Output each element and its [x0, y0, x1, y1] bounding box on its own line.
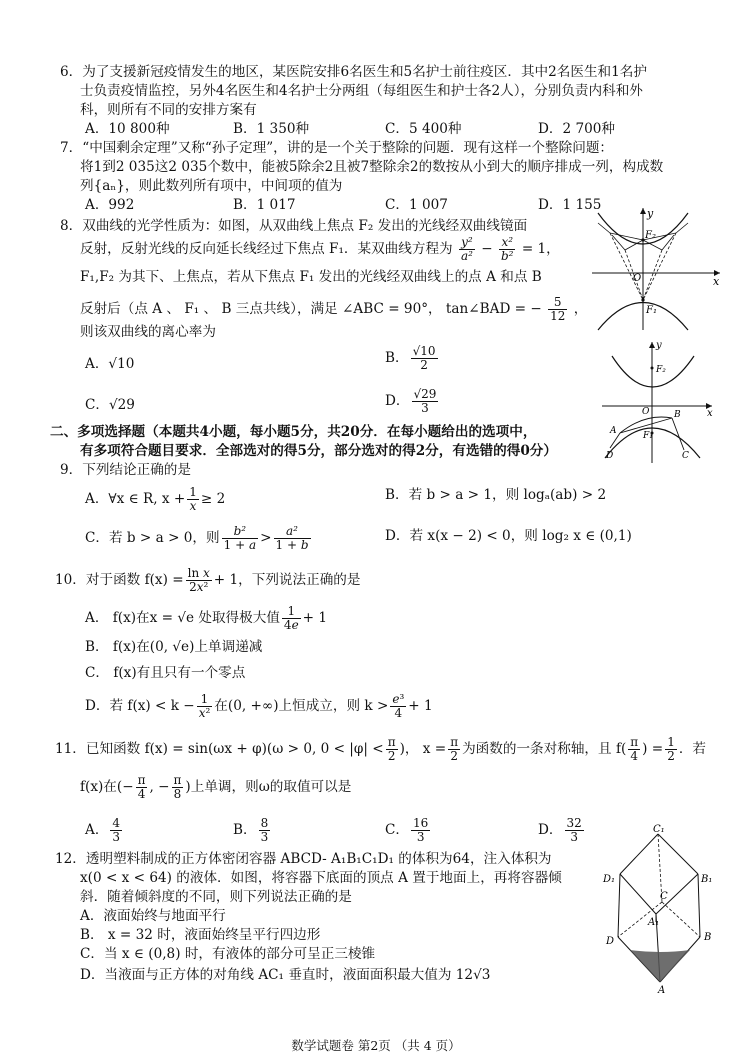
q11-option-c: C． $\frac{16}{3}$: [385, 816, 429, 844]
q12-option-c: C．当 x ∈ (0,8) 时，有液体的部分可呈正三棱锥: [80, 946, 376, 962]
q9-option-b: B．若 b > a > 1，则 logₐ(ab) > 2: [385, 487, 607, 503]
fig3-label-a: A: [658, 985, 666, 994]
q12-line2: x(0 < x < 64) 的液体．如图，将容器下底面的顶点 A 置于地面上，再将容器倾: [80, 870, 562, 886]
fig3-label-d: D: [606, 936, 615, 947]
q8-line5: 则该双曲线的离心率为: [80, 324, 216, 340]
q10-option-b: B． f(x)在(0, √e)上单调递减: [85, 639, 263, 655]
page-footer: 数学试题卷 第2页 （共 4 页）: [291, 1038, 461, 1053]
q6-option-a: A．10 800种: [85, 121, 170, 137]
q8-line3: F₁,F₂ 为其下、上焦点，若从下焦点 F₁ 发出的光线经双曲线上的点 A 和点 B: [80, 269, 542, 285]
fig3-label-a1: A₁: [648, 917, 660, 928]
hyperbola-abcd-figure: [600, 338, 720, 466]
q12-option-a: A．液面始终与地面平行: [80, 908, 226, 924]
q7-line3: 列{aₙ}，则此数列所有项中，中间项的值为: [80, 178, 343, 194]
fig2-label-o: O: [642, 407, 650, 417]
tilted-cube-figure: [598, 822, 723, 994]
fig2-label-y: y: [656, 340, 662, 351]
fig2-label-c: C: [682, 451, 689, 461]
q7-line2: 将1到2 035这2 035个数中，能被5除余2且被7整除余2的数按从小到大的顺序排成一列，构成数: [80, 159, 664, 175]
q8-line4-text: 反射后（点 A 、 F₁ 、 B 三点共线），满足 ∠ABC = 90°， tan∠BAD = −: [80, 301, 542, 317]
fig3-label-c: C: [660, 891, 668, 902]
fig3-label-c1: C₁: [653, 824, 665, 835]
q8-option-b: B． $\frac{√10}{2}$: [385, 344, 436, 372]
q6-line3: 科，则所有不同的安排方案有: [80, 102, 257, 118]
q11-line2: f(x)在(− $\frac{\pi}{4}$ , − $\frac{\pi}{8}$ )上单调，则ω的取值可以是: [80, 773, 352, 801]
q7-option-a: A．992: [85, 197, 135, 213]
q7-option-b: B．1 017: [233, 197, 296, 213]
fig1-label-f2: F₂: [645, 230, 656, 241]
fig1-label-x: x: [713, 275, 720, 288]
q8-line1: 8．双曲线的光学性质为：如图，从双曲线上焦点 F₂ 发出的光线经双曲线镜面: [60, 218, 528, 234]
q6-option-b: B．1 350种: [233, 121, 310, 137]
fig2-label-d: D: [606, 451, 614, 461]
fig3-liquid: [630, 950, 690, 982]
q6-option-c: C．5 400种: [385, 121, 462, 137]
q10-option-c: C． f(x)有且只有一个零点: [85, 665, 246, 681]
q11-option-b: B． $\frac{8}{3}$: [233, 816, 269, 844]
fig1-label-o: O: [633, 273, 642, 284]
fig2-upper-branch: [612, 356, 694, 387]
fig3-label-d1: D₁: [603, 874, 616, 885]
q12-option-d: D．当液面与正方体的对角线 AC₁ 垂直时，液面面积最大值为 12√3: [80, 967, 491, 983]
fig2-label-f2: F₂: [656, 365, 666, 375]
hyperbola-reflection-figure: [590, 205, 725, 335]
q9-option-a: A．∀x ∈ R, x + $\frac{1}{x}$ ≥ 2: [85, 485, 226, 513]
q8-frac-y2a2: $\frac{\text{y²}}{\text{a²}}$: [460, 235, 473, 263]
fig2-label-b: B: [674, 410, 681, 420]
q8-option-c: C．√29: [85, 397, 135, 413]
q6-option-d: D．2 700种: [538, 121, 616, 137]
q10-stem: 10．对于函数 f(x) = $\frac{\text{ln x}}{\text{2x²}}$ + 1，下列说法正确的是: [55, 566, 361, 594]
q7-option-c: C．1 007: [385, 197, 448, 213]
fig2-label-f1: F₁: [643, 431, 653, 441]
q6-line2: 士负责疫情监控，另外4名医生和4名护士分两组（每组医生和护士各2人），分别负责内科和外: [80, 83, 643, 99]
q8-line2-end: = 1，: [521, 241, 560, 257]
q10-option-d: D．若 f(x) < k − $\frac{1}{\text{x²}}$ 在(0, +∞)上恒成立，则 k > $\frac{\text{e³}}{4}$ + 1: [85, 692, 433, 720]
q8-frac-tan: $\frac{5}{12}$: [550, 295, 566, 323]
fig3-label-b: B: [704, 932, 712, 943]
q8-option-a: A．√10: [85, 356, 135, 372]
fig1-label-f1: F₁: [646, 305, 657, 316]
q12-option-b: B． x = 32 时，液面始终呈平行四边形: [80, 927, 321, 943]
q7-option-d: D．1 155: [538, 197, 602, 213]
q8-option-d: D． $\frac{√29}{3}$: [385, 387, 437, 415]
q10-option-a: A． f(x)在x = √e 处取得极大值 $\frac{1}{4e}$ + 1: [85, 604, 328, 632]
q11-option-a: A． $\frac{4}{3}$: [85, 816, 121, 844]
q8-line2: 反射，反射光线的反向延长线经过下焦点 F₁．某双曲线方程为 $\frac{\text{y²}}{\text{a²}}$ − $\frac{\text{x²}}{\text{b²}}$ = 1，: [80, 235, 560, 263]
q7-line1: 7．“中国剩余定理”又称“孙子定理”，讲的是一个关于整除的问题．现有这样一个整除问题：: [60, 140, 614, 156]
q9-stem: 9．下列结论正确的是: [60, 462, 191, 478]
q8-frac-x2b2: $\frac{\text{x²}}{\text{b²}}$: [500, 235, 514, 263]
fig1-label-y: y: [647, 207, 654, 220]
fig2-label-x: x: [707, 408, 713, 419]
q9-option-c: C．若 b > a > 0，则 $\frac{\text{b²}}{1 + a}$ > $\frac{\text{a²}}{1 + b}$: [85, 524, 309, 552]
q12-line3: 斜．随着倾斜度的不同，则下列说法正确的是: [80, 889, 352, 905]
fig2-label-a: A: [610, 426, 617, 436]
fig3-label-b1: B₁: [701, 874, 713, 885]
q11-line1: 11．已知函数 f(x) = sin(ωx + φ)(ω > 0, 0 < |φ| < $\frac{\pi}{2}$ )， x = $\frac{\pi}{2}$ 为函数的一条对称轴，且 f( $\frac{\pi}{4}$ ) = $\frac{1}{2}$ ．若: [55, 735, 707, 763]
q12-line1: 12．透明塑料制成的正方体密闭容器 ABCD- A₁B₁C₁D₁ 的体积为64，注入体积为: [55, 851, 552, 867]
q8-line4: 反射后（点 A 、 F₁ 、 B 三点共线），满足 ∠ABC = 90°， tan∠BAD = − $\frac{5}{12}$ ，: [80, 295, 588, 323]
q6-line1: 6．为了支援新冠疫情发生的地区，某医院安排6名医生和5名护士前往疫区．其中2名医生和1名护: [60, 64, 647, 80]
q8-line2-text: 反射，反射光线的反向延长线经过下焦点 F₁．某双曲线方程为: [80, 241, 453, 257]
section2-heading-line1: 二、多项选择题（本题共4小题，每小题5分，共20分．在每小题给出的选项中，: [50, 424, 537, 440]
section2-heading-line2: 有多项符合题目要求．全部选对的得5分，部分选对的得2分，有选错的得0分）: [80, 443, 557, 459]
q11-option-d: D． $\frac{32}{3}$: [538, 816, 582, 844]
q9-option-d: D．若 x(x − 2) < 0，则 log₂ x ∈ (0,1): [385, 528, 632, 544]
